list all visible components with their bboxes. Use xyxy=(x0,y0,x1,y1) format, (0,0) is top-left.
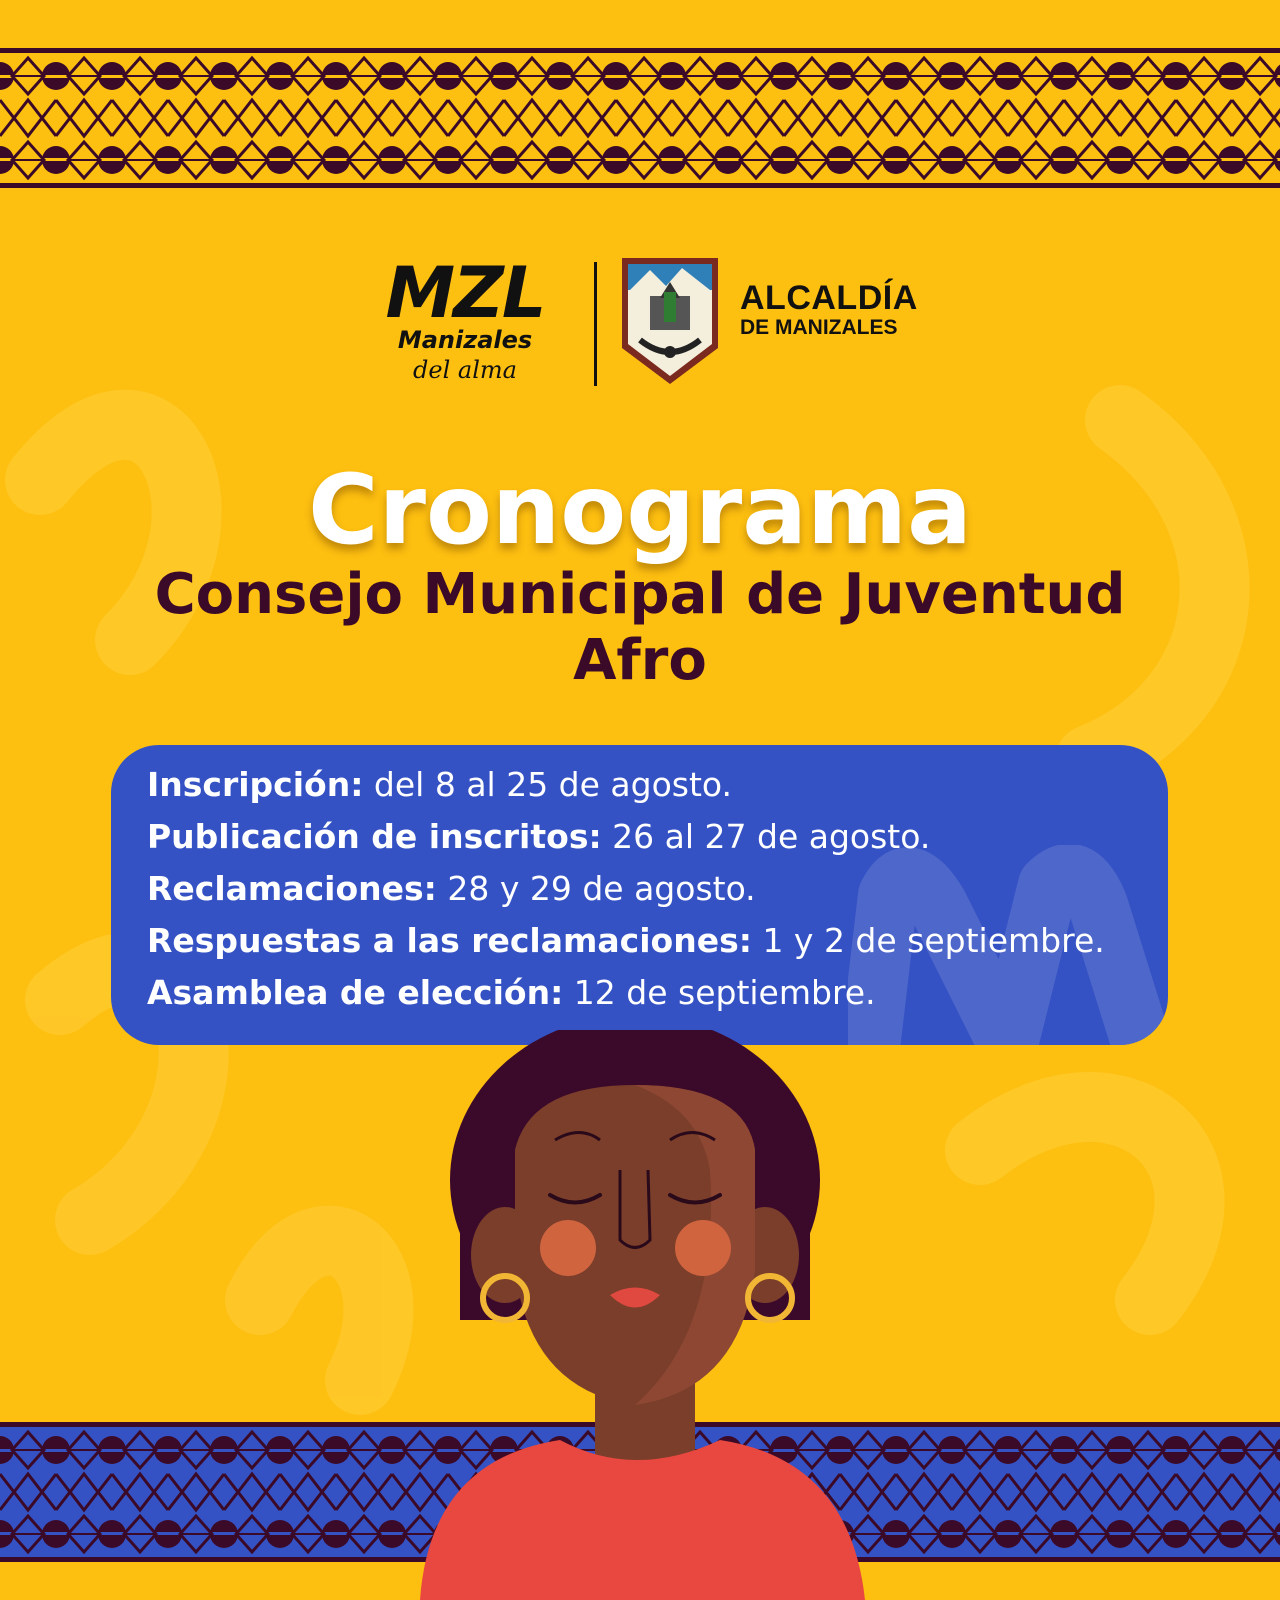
page-title: Cronograma xyxy=(308,454,972,566)
schedule-item-value: del 8 al 25 de agosto. xyxy=(373,765,733,804)
alcaldia-title: ALCALDÍA xyxy=(740,279,918,317)
schedule-item xyxy=(147,921,1105,961)
schedule-item-value: 1 y 2 de septiembre. xyxy=(762,921,1105,960)
subtitle-line-2: Afro xyxy=(573,628,707,693)
schedule-item-label: Asamblea de elección: xyxy=(147,973,564,1012)
woman-illustration xyxy=(420,1030,870,1600)
schedule-item-label: Publicación de inscritos: xyxy=(147,817,602,856)
schedule-item xyxy=(147,973,876,1013)
alcaldia-logo-text xyxy=(740,280,960,340)
mzl-logo-city: Manizales xyxy=(397,326,533,354)
schedule-item-value: 26 al 27 de agosto. xyxy=(612,817,931,856)
mzl-logo-word: MZL xyxy=(385,252,545,334)
schedule-item-value: 12 de septiembre. xyxy=(573,973,876,1012)
schedule-item xyxy=(147,765,732,805)
coat-of-arms-icon xyxy=(620,256,720,386)
subtitle-line-1: Consejo Municipal de Juventud xyxy=(154,562,1126,627)
schedule-item-label: Respuestas a las reclamaciones: xyxy=(147,921,752,960)
top-pattern-band xyxy=(0,48,1280,188)
schedule-item-label: Inscripción: xyxy=(147,765,364,804)
logo-divider xyxy=(594,262,597,386)
schedule-item-label: Reclamaciones: xyxy=(147,869,437,908)
alcaldia-subtitle: DE MANIZALES xyxy=(740,316,898,339)
schedule-card xyxy=(111,745,1168,1045)
page-subtitle xyxy=(0,562,1280,694)
schedule-item-value: 28 y 29 de agosto. xyxy=(447,869,756,908)
mzl-logo-tagline: del alma xyxy=(413,356,517,384)
schedule-item xyxy=(147,869,756,909)
mzl-logo xyxy=(360,252,570,388)
logos-header xyxy=(0,250,1280,400)
schedule-item xyxy=(147,817,930,857)
